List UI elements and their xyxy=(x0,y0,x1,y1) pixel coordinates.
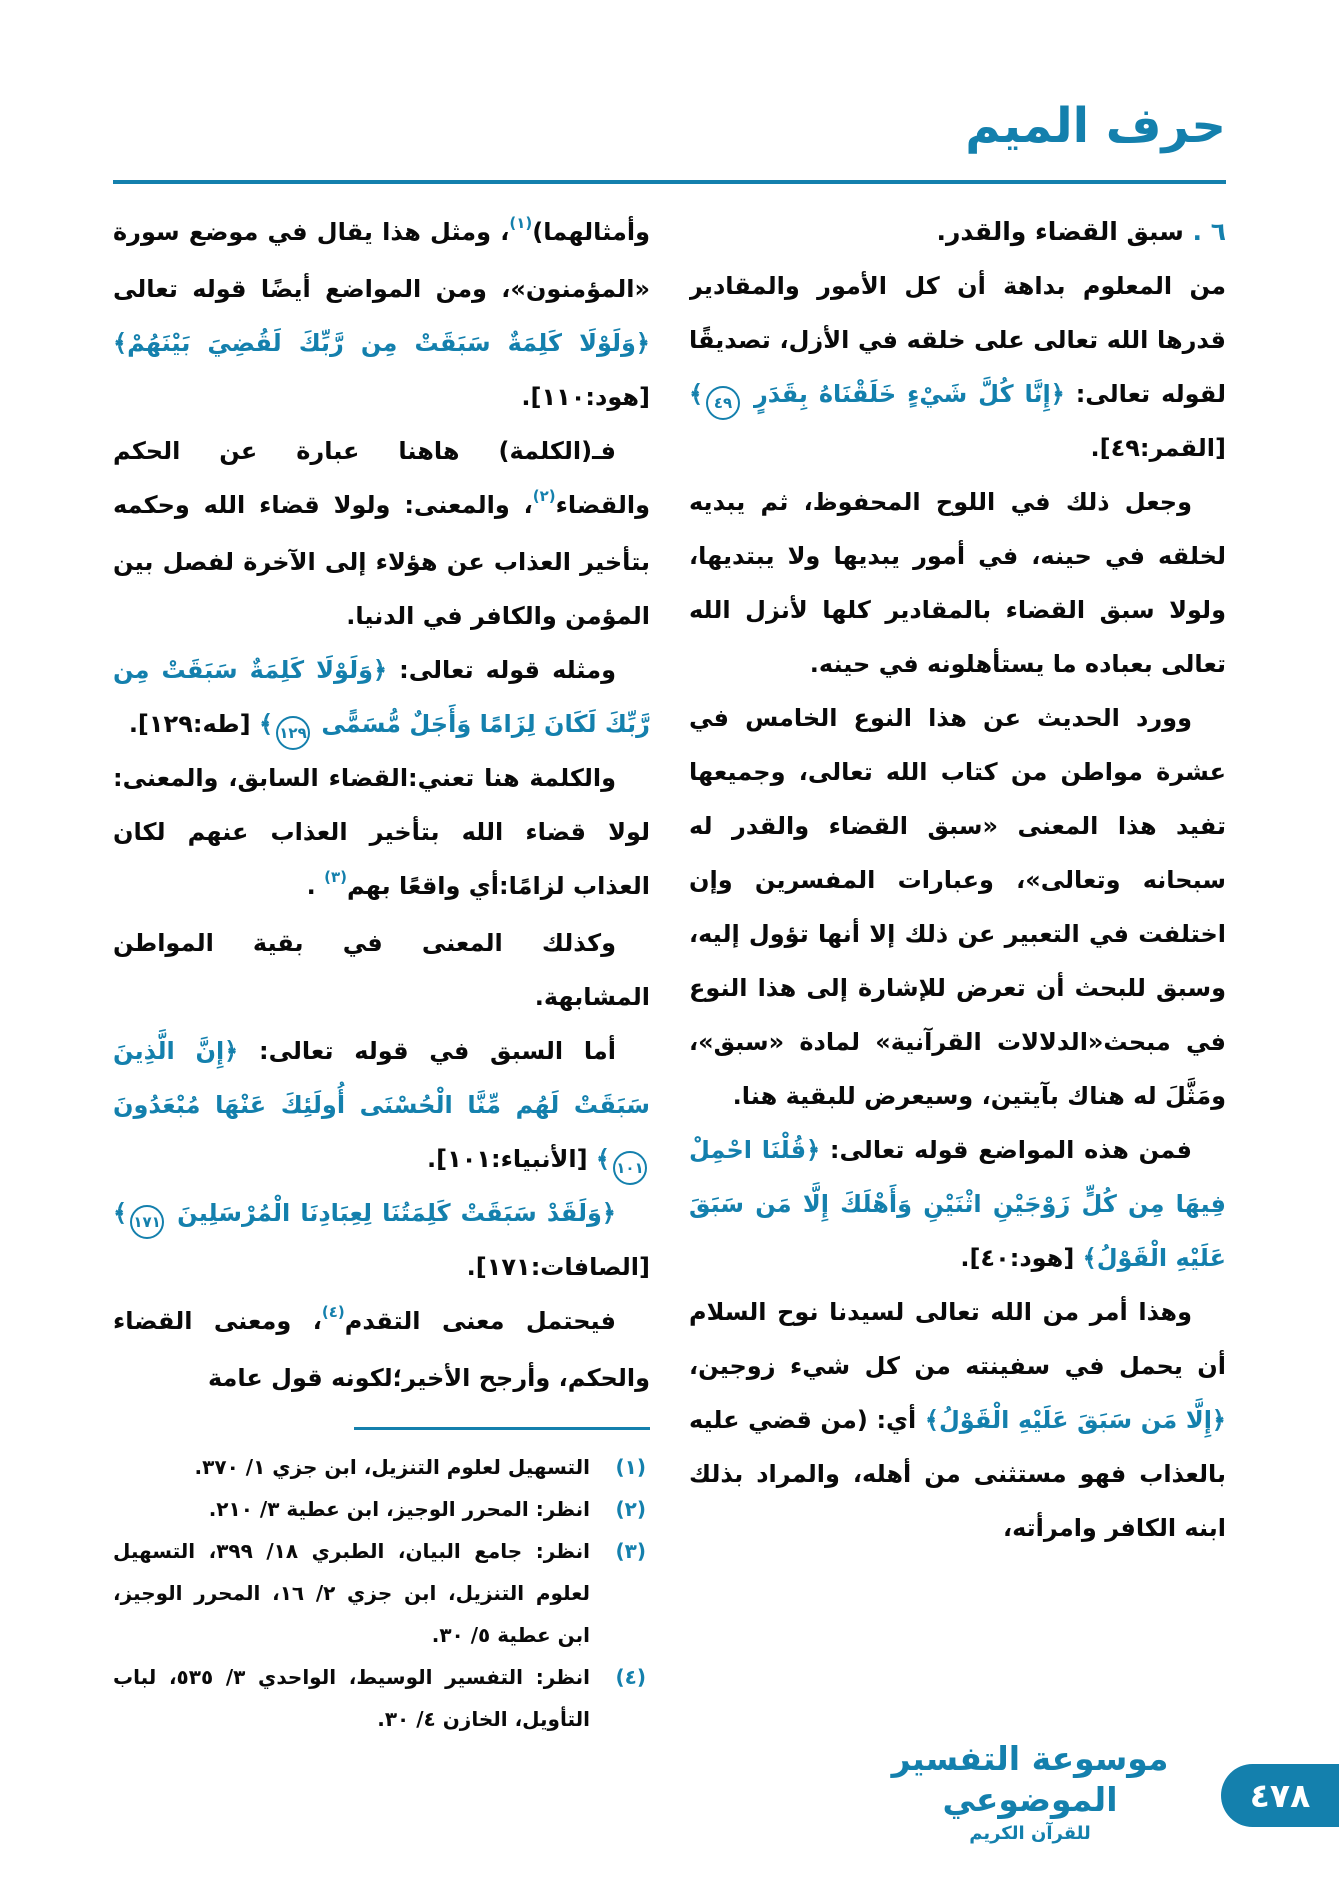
paragraph xyxy=(113,1294,650,1405)
paragraph xyxy=(113,916,650,1024)
quran-verse: ﴿إِنَّ الَّذِينَ سَبَقَتْ لَهُم مِّنَّا الْحُسْنَى أُولَئِكَ عَنْهَا مُبْعَدُونَ xyxy=(113,1037,650,1119)
body-text: أي: (من قضي عليه بالعذاب فهو مستثنى من أهله، والمراد بذلك ابنه الكافر وامرأته، xyxy=(689,1406,1226,1542)
body-text: فمن هذه المواضع قوله تعالى: xyxy=(820,1136,1192,1164)
quran-verse: ﴿إِلَّا مَن سَبَقَ عَلَيْهِ الْقَوْلُ﴾ xyxy=(916,1406,1226,1434)
footnote-ref-marker: (٣) xyxy=(324,868,347,886)
verse-reference: [الصافات:١٧١]. xyxy=(466,1253,650,1281)
verse-number-badge: ٤٩ xyxy=(706,386,740,420)
body-text: وجعل ذلك في اللوح المحفوظ، ثم يبديه لخلقه في حينه، في أمور يبديها ولا يبتديها، ولولا سبق القضاء بالمقادير كلها لأنزل الله تعالى بعباده ما يستأهلونه في حينه. xyxy=(689,488,1226,678)
footnote-number: (٢) xyxy=(615,1497,646,1521)
body-text: ، ومثل هذا يقال في موضع سورة «المؤمنون»، ومن المواضع أيضًا قوله تعالى xyxy=(113,218,650,303)
right-column xyxy=(689,205,1226,1555)
footnote-text: انظر: جامع البيان، الطبري ١٨/ ٣٩٩، التسهيل لعلوم التنزيل، ابن جزي ٢/ ١٦، المحرر الوجيز، ابن عطية ٥/ ٣٠. xyxy=(113,1539,590,1647)
paragraph xyxy=(113,205,650,424)
body-text: فيحتمل معنى التقدم xyxy=(344,1307,616,1335)
body-text: ، ومعنى القضاء والحكم، وأرجح الأخير؛لكونه قول عامة xyxy=(113,1307,650,1392)
logo-subtitle: للقرآن الكريم xyxy=(969,1822,1091,1844)
quran-verse: ﴾ xyxy=(250,710,274,738)
body-text: أما السبق في قوله تعالى: xyxy=(238,1037,617,1065)
footnote-number: (١) xyxy=(615,1455,646,1479)
verse-reference: [هود:١١٠]. xyxy=(521,383,650,411)
paragraph xyxy=(113,643,650,751)
left-column-paragraphs xyxy=(113,205,650,1405)
body-text: والكلمة هنا تعني:القضاء السابق، والمعنى: لولا قضاء الله بتأخير العذاب عنهم لكان العذاب لزامًا:أي واقعًا بهم xyxy=(113,764,650,900)
paragraph xyxy=(113,1186,650,1294)
body-text: من المعلوم بداهة أن كل الأمور والمقادير قدرها الله تعالى على خلقه في الأزل، تصديقًا لقوله تعالى: xyxy=(689,272,1226,408)
footnote-item xyxy=(113,1656,650,1740)
footnote-item xyxy=(113,1446,650,1488)
publisher-logo xyxy=(865,1738,1195,1845)
quran-verse: ﴿وَلَوْلَا كَلِمَةٌ سَبَقَتْ مِن رَّبِّكَ لَكَانَ لِزَامًا وَأَجَلٌ مُّسَمًّى xyxy=(113,656,650,738)
quran-verse: ﴿قُلْنَا احْمِلْ فِيهَا مِن كُلٍّ زَوْجَيْنِ اثْنَيْنِ وَأَهْلَكَ إِلَّا مَن سَبَقَ عَلَيْهِ الْقَوْلُ﴾ xyxy=(689,1136,1226,1272)
footnote-number: (٣) xyxy=(615,1539,646,1563)
body-text: وأمثالهما) xyxy=(532,218,650,246)
paragraph xyxy=(689,1123,1226,1285)
verse-reference: [الأنبياء:١٠١]. xyxy=(426,1145,588,1173)
section-heading xyxy=(689,205,1226,259)
body-text: وورد الحديث عن هذا النوع الخامس في عشرة مواطن من كتاب الله تعالى، وجميعها تفيد هذا المعنى «سبق القضاء والقدر له سبحانه وتعالى»، وعبارات المفسرين وإن اختلفت في التعبير عن ذلك إلا أنها تؤول إليه، وسبق للبحث أن تعرض للإشارة إلى هذا النوع في مبحث«الدلالات القرآنية» لمادة «سبق»، ومَثَّلَ له هناك بآيتين، وسيعرض للبقية هنا. xyxy=(689,704,1226,1110)
section-title: سبق القضاء والقدر. xyxy=(936,217,1184,246)
body-text: فـ(الكلمة) هاهنا عبارة عن الحكم والقضاء xyxy=(113,437,650,519)
footnote-ref-marker: (٤) xyxy=(321,1303,345,1321)
footnote-ref-marker: (١) xyxy=(509,214,533,232)
footnote-text: انظر: المحرر الوجيز، ابن عطية ٣/ ٢١٠. xyxy=(208,1497,590,1521)
body-text: ومثله قوله تعالى: xyxy=(387,656,616,684)
logo-title: موسوعة التفسير الموضوعي xyxy=(891,1739,1169,1820)
body-text: وهذا أمر من الله تعالى لسيدنا نوح السلام أن يحمل في سفينته من كل شيء زوجين، xyxy=(689,1298,1226,1380)
footnote-item xyxy=(113,1530,650,1656)
footnote-text: انظر: التفسير الوسيط، الواحدي ٣/ ٥٣٥، لباب التأويل، الخازن ٤/ ٣٠. xyxy=(113,1665,590,1731)
verse-reference: [القمر:٤٩]. xyxy=(1090,434,1226,462)
right-column-paragraphs xyxy=(689,259,1226,1555)
footnote-ref-marker: (٢) xyxy=(532,487,556,505)
paragraph xyxy=(113,424,650,643)
body-text: . xyxy=(306,872,325,900)
paragraph xyxy=(113,1024,650,1186)
chapter-header: حرف الميم xyxy=(965,98,1226,154)
quran-verse: ﴾ xyxy=(689,380,704,408)
paragraph xyxy=(113,751,650,916)
verse-reference: [هود:٤٠]. xyxy=(960,1244,1075,1272)
footnote-item xyxy=(113,1488,650,1530)
paragraph xyxy=(689,475,1226,691)
body-text: وكذلك المعنى في بقية المواطن المشابهة. xyxy=(113,929,650,1011)
footnote-separator xyxy=(354,1427,650,1430)
header-divider xyxy=(113,180,1226,184)
paragraph xyxy=(689,691,1226,1123)
quran-verse: ﴿وَلَوْلَا كَلِمَةٌ سَبَقَتْ مِن رَّبِّكَ لَقُضِيَ بَيْنَهُمْ﴾ xyxy=(113,329,650,357)
quran-verse: ﴾ xyxy=(113,1199,128,1227)
footnote-number: (٤) xyxy=(615,1665,646,1689)
section-number: ٦ . xyxy=(1192,217,1226,246)
paragraph xyxy=(689,1285,1226,1555)
footnote-list xyxy=(113,1446,650,1740)
footnote-block xyxy=(113,1427,650,1740)
quran-verse: ﴿إِنَّا كُلَّ شَيْءٍ خَلَقْنَاهُ بِقَدَرٍ xyxy=(743,380,1065,408)
paragraph xyxy=(689,259,1226,475)
footnote-text: التسهيل لعلوم التنزيل، ابن جزي ١/ ٣٧٠. xyxy=(194,1455,590,1479)
quran-verse: ﴿وَلَقَدْ سَبَقَتْ كَلِمَتُنَا لِعِبَادِنَا الْمُرْسَلِينَ xyxy=(167,1199,616,1227)
quran-verse: ﴾ xyxy=(587,1145,610,1173)
verse-number-badge: ١٠١ xyxy=(613,1151,647,1185)
verse-reference: [طه:١٢٩]. xyxy=(128,710,251,738)
verse-number-badge: ١٧١ xyxy=(130,1205,164,1239)
left-column xyxy=(113,205,650,1740)
page-number: ٤٧٨ xyxy=(1249,1776,1311,1815)
body-text: ، والمعنى: ولولا قضاء الله وحكمه بتأخير العذاب عن هؤلاء إلى الآخرة لفصل بين المؤمن والكافر في الدنيا. xyxy=(113,491,650,630)
page-number-badge xyxy=(1221,1764,1339,1827)
verse-number-badge: ١٢٩ xyxy=(276,716,310,750)
